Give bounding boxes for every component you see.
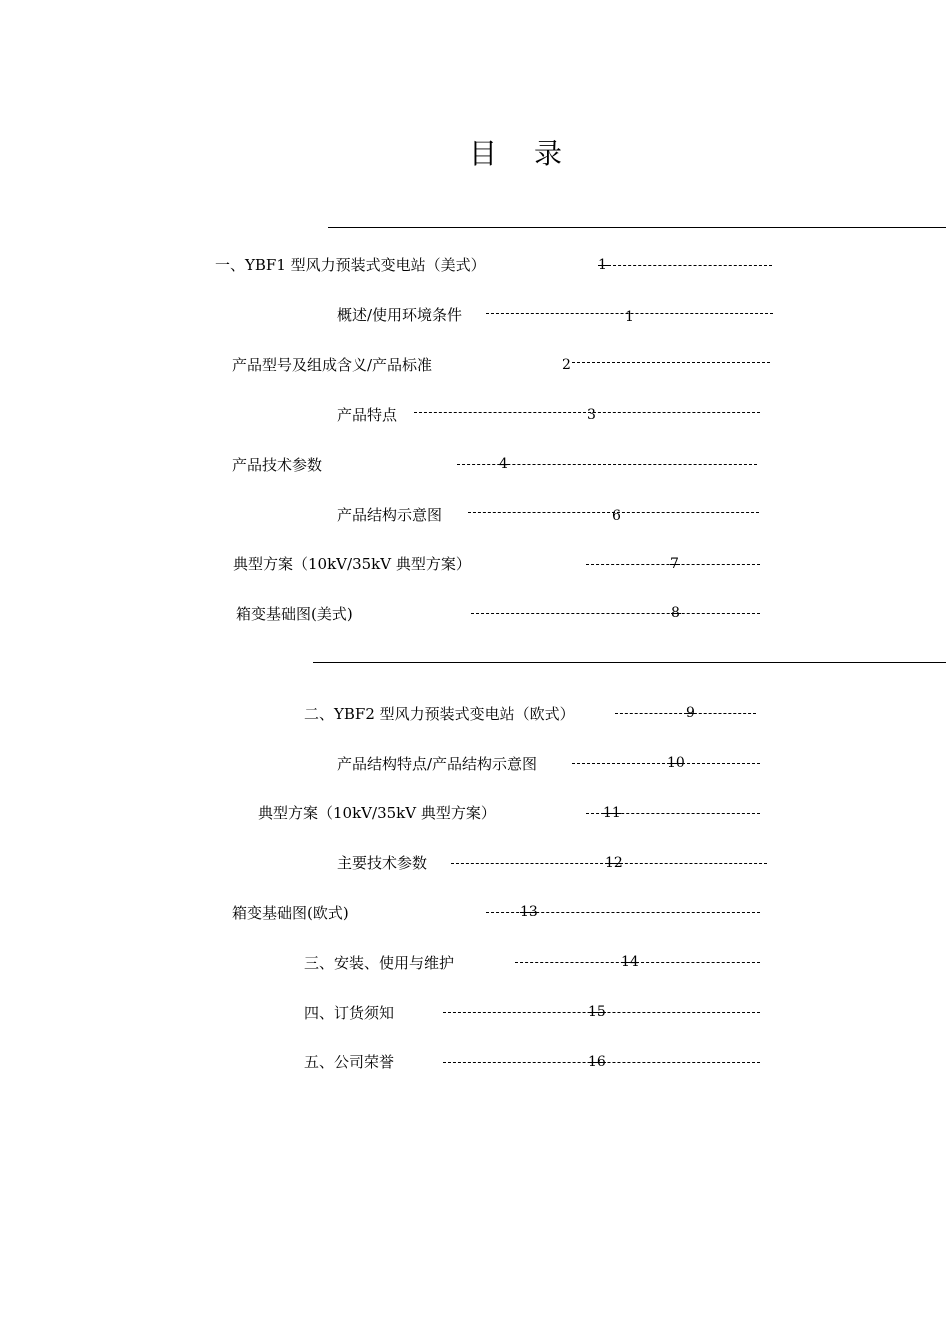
divider-middle — [313, 662, 946, 663]
toc-entry-13-title[interactable]: 箱变基础图(欧式) — [232, 904, 349, 922]
toc-entry-3-title[interactable]: 产品型号及组成含义/产品标准 — [232, 356, 433, 374]
divider-top — [328, 227, 946, 228]
toc-page-13: 13 — [520, 904, 538, 920]
toc-entry-2-title[interactable]: 概述/使用环境条件 — [337, 306, 463, 324]
toc-entry-15-title[interactable]: 四、订货须知 — [304, 1004, 395, 1022]
toc-entry-1-title[interactable]: 一、YBF1 型风力预装式变电站（美式） — [215, 256, 486, 274]
toc-leader-9 — [615, 703, 756, 723]
toc-leader-13 — [486, 902, 760, 922]
toc-entry-11-title[interactable]: 典型方案（10kV/35kV 典型方案） — [258, 804, 496, 822]
toc-page-16: 16 — [588, 1054, 606, 1070]
toc-leader-7 — [586, 554, 760, 574]
toc-leader-6 — [468, 502, 759, 522]
toc-leader-10 — [572, 753, 760, 773]
toc-entry-7-title[interactable]: 典型方案（10kV/35kV 典型方案） — [233, 555, 471, 573]
toc-leader-16 — [443, 1052, 760, 1072]
toc-entry-9-title[interactable]: 二、YBF2 型风力预装式变电站（欧式） — [304, 705, 575, 723]
toc-leader-14 — [515, 952, 760, 972]
toc-leader-12 — [451, 853, 767, 873]
toc-page-10: 10 — [667, 755, 685, 771]
toc-leader-5 — [457, 454, 757, 474]
toc-page-8: 8 — [671, 605, 680, 621]
toc-leader-3 — [562, 352, 770, 372]
toc-page-3: 2 — [562, 357, 571, 373]
toc-entry-12-title[interactable]: 主要技术参数 — [337, 854, 428, 872]
page-title: 目 录 — [469, 137, 576, 170]
toc-page-15: 15 — [588, 1004, 606, 1020]
toc-page-6: 6 — [612, 508, 621, 524]
toc-leader-11 — [586, 803, 760, 823]
toc-page-2: 1 — [625, 309, 634, 325]
toc-page-1: 1 — [598, 257, 607, 273]
toc-entry-6-title[interactable]: 产品结构示意图 — [337, 506, 443, 524]
toc-leader-4 — [414, 402, 760, 422]
toc-leader-2 — [486, 303, 773, 323]
toc-page-7: 7 — [670, 556, 679, 572]
toc-leader-15 — [443, 1002, 760, 1022]
toc-leader-8 — [471, 603, 760, 623]
toc-leader-1 — [598, 255, 772, 275]
toc-entry-10-title[interactable]: 产品结构特点/产品结构示意图 — [337, 755, 538, 773]
toc-page-5: 4 — [499, 456, 508, 472]
toc-entry-16-title[interactable]: 五、公司荣誉 — [304, 1053, 395, 1071]
toc-page-4: 3 — [587, 407, 596, 423]
toc-entry-8-title[interactable]: 箱变基础图(美式) — [236, 605, 353, 623]
toc-entry-5-title[interactable]: 产品技术参数 — [232, 456, 323, 474]
toc-entry-14-title[interactable]: 三、安装、使用与维护 — [304, 954, 455, 972]
toc-entry-4-title[interactable]: 产品特点 — [337, 406, 398, 424]
toc-page-12: 12 — [605, 855, 623, 871]
toc-page-14: 14 — [621, 954, 639, 970]
toc-page-9: 9 — [686, 705, 695, 721]
toc-page-11: 11 — [603, 805, 621, 821]
